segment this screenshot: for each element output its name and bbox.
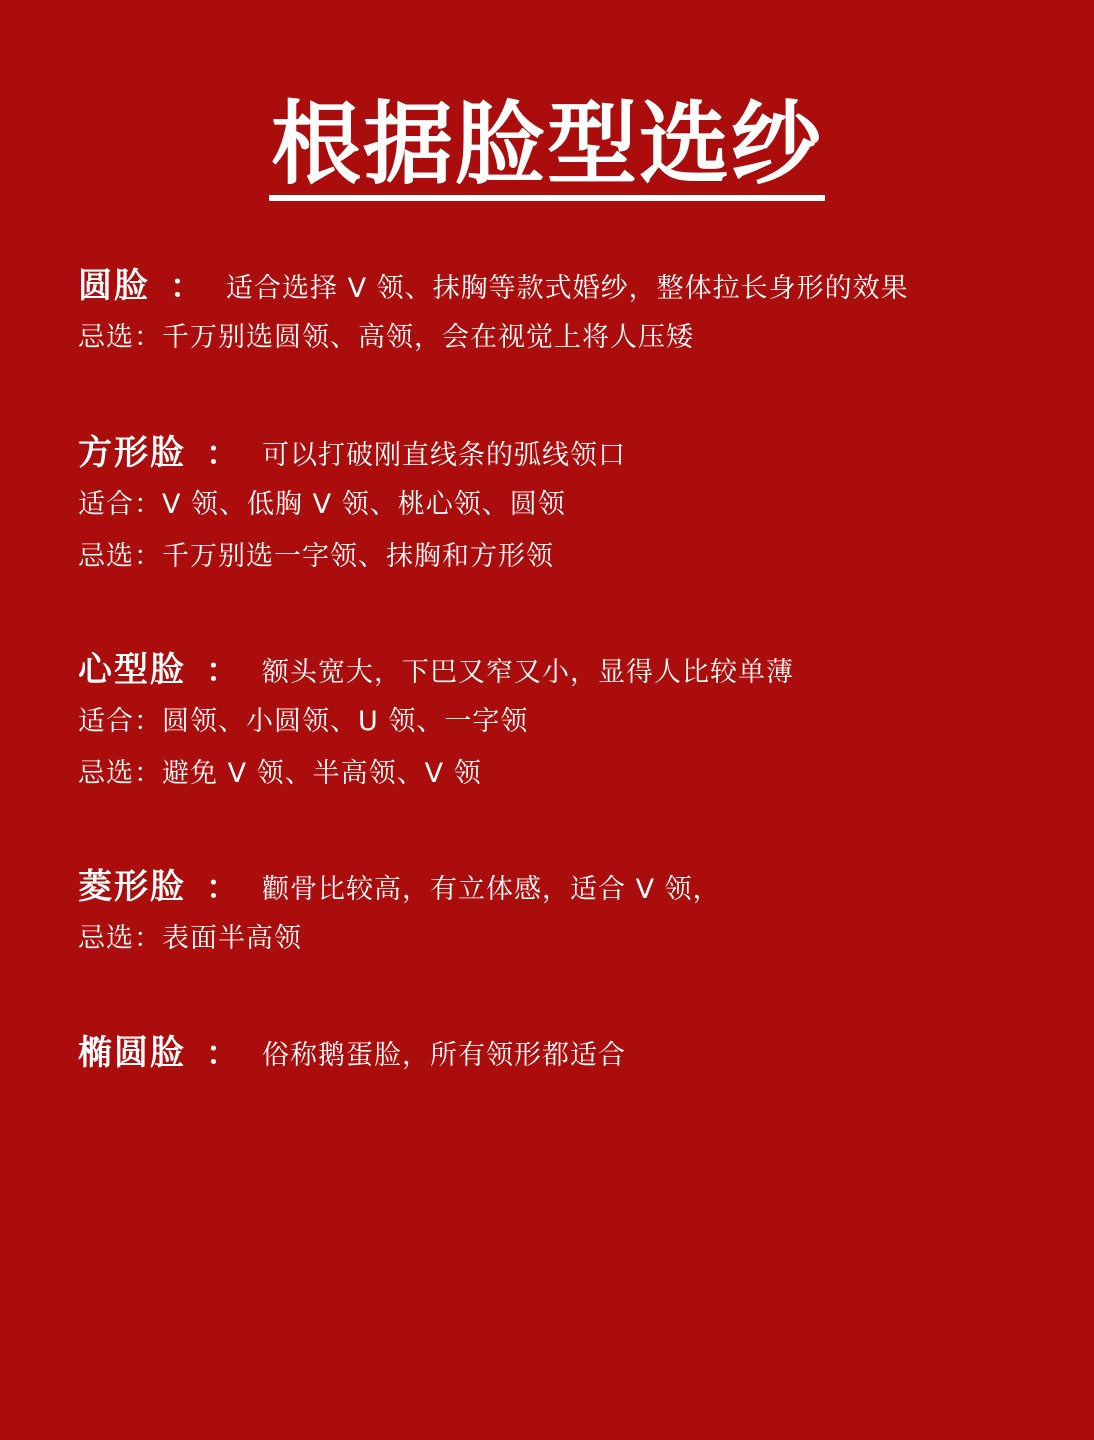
avoid-line (78, 754, 1058, 794)
colon: ： (206, 434, 239, 472)
avoid-label: 忌选 (78, 322, 134, 353)
colon: ： (206, 868, 239, 906)
section-heading (78, 1025, 1058, 1075)
section-diamond-face (78, 859, 1058, 959)
face-description: 额头宽大，下巴又窄又小，显得人比较单薄 (262, 657, 795, 688)
separator: ： (134, 706, 162, 737)
face-description: 颧骨比较高，有立体感，适合 V 领， (262, 874, 721, 905)
face-name: 圆脸 (78, 266, 150, 306)
section-heading (78, 642, 1058, 692)
face-name: 方形脸 (78, 433, 186, 473)
suitable-text: V 领、低胸 V 领、桃心领、圆领 (162, 489, 566, 520)
face-description: 可以打破刚直线条的弧线领口 (262, 440, 627, 471)
suitable-line (78, 485, 1058, 525)
section-heading (78, 859, 1058, 909)
colon: ： (170, 267, 203, 305)
avoid-text: 避免 V 领、半高领、V 领 (162, 758, 482, 789)
avoid-line (78, 919, 1058, 959)
separator: ： (134, 489, 162, 520)
separator: ： (134, 322, 162, 353)
avoid-label: 忌选 (78, 923, 134, 954)
suitable-text: 圆领、小圆领、U 领、一字领 (162, 706, 529, 737)
section-square-face (78, 425, 1058, 577)
suitable-label: 适合 (78, 706, 134, 737)
suitable-label: 适合 (78, 489, 134, 520)
section-heart-face (78, 642, 1058, 794)
face-description: 适合选择 V 领、抹胸等款式婚纱，整体拉长身形的效果 (226, 273, 909, 304)
colon: ： (206, 1034, 239, 1072)
section-round-face (78, 258, 1058, 358)
avoid-text: 千万别选圆领、高领，会在视觉上将人压矮 (162, 322, 694, 353)
avoid-label: 忌选 (78, 541, 134, 572)
colon: ： (206, 651, 239, 689)
section-heading (78, 425, 1058, 475)
suitable-line (78, 702, 1058, 742)
avoid-line (78, 537, 1058, 577)
avoid-line (78, 318, 1058, 358)
page-title (0, 90, 1094, 201)
avoid-text: 千万别选一字领、抹胸和方形领 (162, 541, 554, 572)
avoid-label: 忌选 (78, 758, 134, 789)
face-name: 椭圆脸 (78, 1033, 186, 1073)
face-description: 俗称鹅蛋脸，所有领形都适合 (262, 1040, 627, 1071)
section-heading (78, 258, 1058, 308)
avoid-text: 表面半高领 (162, 923, 302, 954)
separator: ： (134, 541, 162, 572)
separator: ： (134, 758, 162, 789)
section-oval-face (78, 1025, 1058, 1075)
face-name: 心型脸 (78, 650, 186, 690)
face-name: 菱形脸 (78, 867, 186, 907)
separator: ： (134, 923, 162, 954)
page-title-text: 根据脸型选纱 (269, 95, 825, 201)
